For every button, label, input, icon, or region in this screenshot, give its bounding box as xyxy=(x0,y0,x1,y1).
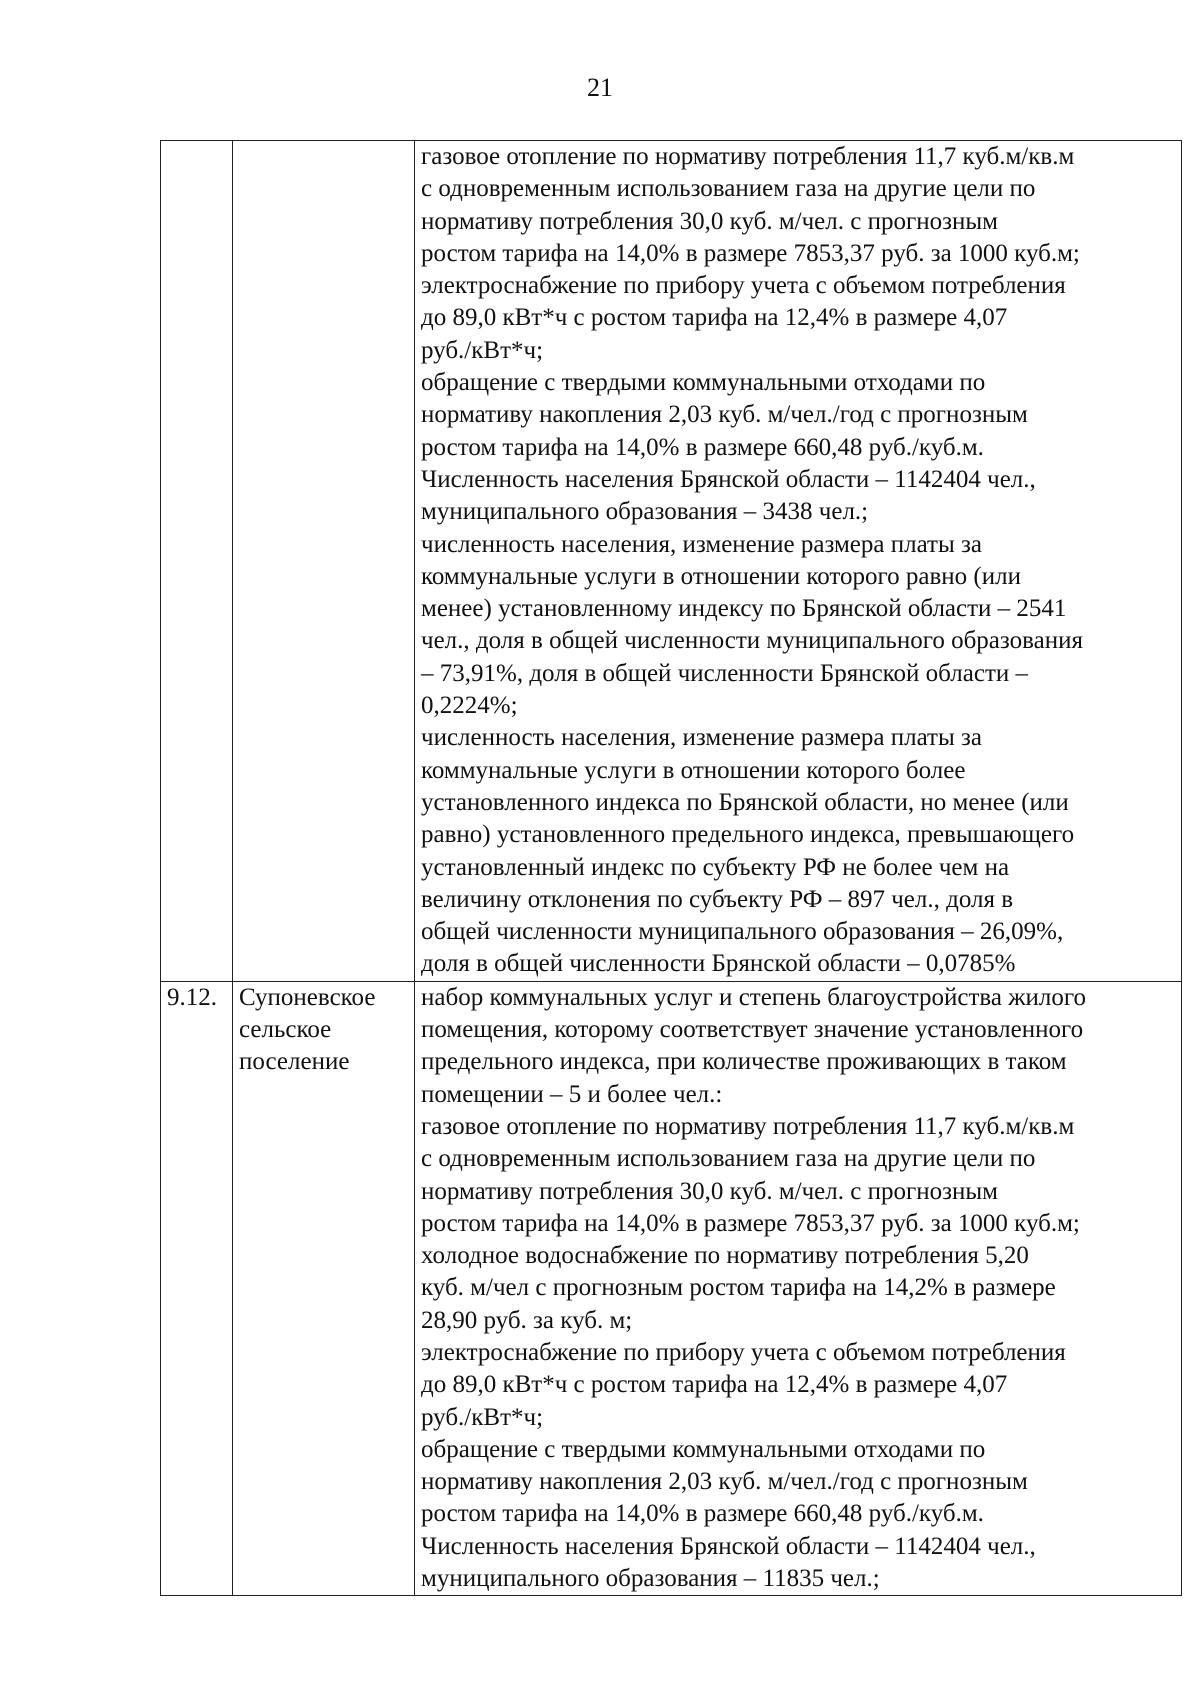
table-row xyxy=(161,981,1182,1596)
page-number: 21 xyxy=(587,73,613,102)
table-row xyxy=(161,141,1182,982)
row-number-cell xyxy=(161,981,233,1596)
row-number: 9.12. xyxy=(167,983,217,1011)
municipality-name-line: сельское xyxy=(239,1016,332,1044)
tariff-table xyxy=(160,140,1182,1596)
description-text: набор коммунальных услуг и степень благоустройства жилого помещения, которому соответствует значение установленного предельного индекса, при количестве проживающих в таком помещении – 5 и более чел.: газовое отопление по нормативу потребления 11,7 куб.м/кв.м с одновременным использованием газа на другие цели по нормативу потребления 30,0 куб. м/чел. с прогнозным ростом тарифа на 14,0% в размере 7853,37 руб. за 1000 куб.м; холодное водоснабжение по нормативу потребления 5,20 куб. м/чел с прогнозным ростом тарифа на 14,2% в размере 28,90 руб. за куб. м; электроснабжение по прибору учета с объемом потребления до 89,0 кВт*ч с ростом тарифа на 12,4% в размере 4,07 руб./кВт*ч; обращение с твердыми коммунальными отходами по нормативу накопления 2,03 куб. м/чел./год с прогнозным ростом тарифа на 14,0% в размере 660,48 руб./куб.м. Численность населения Брянской области – 1142404 чел., муниципального образования – 11835 чел.; xyxy=(421,983,1086,1593)
municipality-name-line: Супоневское xyxy=(239,983,376,1011)
row-number-cell xyxy=(161,141,233,982)
municipality-cell xyxy=(233,981,415,1596)
description-cell xyxy=(415,981,1182,1596)
description-cell xyxy=(415,141,1182,982)
municipality-name-line: поселение xyxy=(239,1048,350,1076)
description-text: газовое отопление по нормативу потребления 11,7 куб.м/кв.м с одновременным использованием газа на другие цели по нормативу потребления 30,0 куб. м/чел. с прогнозным ростом тарифа на 14,0% в размере 7853,37 руб. за 1000 куб.м; электроснабжение по прибору учета с объемом потребления до 89,0 кВт*ч с ростом тарифа на 12,4% в размере 4,07 руб./кВт*ч; обращение с твердыми коммунальными отходами по нормативу накопления 2,03 куб. м/чел./год с прогнозным ростом тарифа на 14,0% в размере 660,48 руб./куб.м. Численность населения Брянской области – 1142404 чел., муниципального образования – 3438 чел.; численность населения, изменение размера платы за коммунальные услуги в отношении которого равно (или менее) установленному индексу по Брянской области – 2541 чел., доля в общей численности муниципального образования – 73,91%, доля в общей численности Брянской области – 0,2224%; численность населения, изменение размера платы за коммунальные услуги в отношении которого более установленного индекса по Брянской области, но менее (или равно) установленного предельного индекса, превышающего установленный индекс по субъекту РФ не более чем на величину отклонения по субъекту РФ – 897 чел., доля в общей численности муниципального образования – 26,09%, доля в общей численности Брянской области – 0,0785% xyxy=(421,143,1083,978)
municipality-cell xyxy=(233,141,415,982)
